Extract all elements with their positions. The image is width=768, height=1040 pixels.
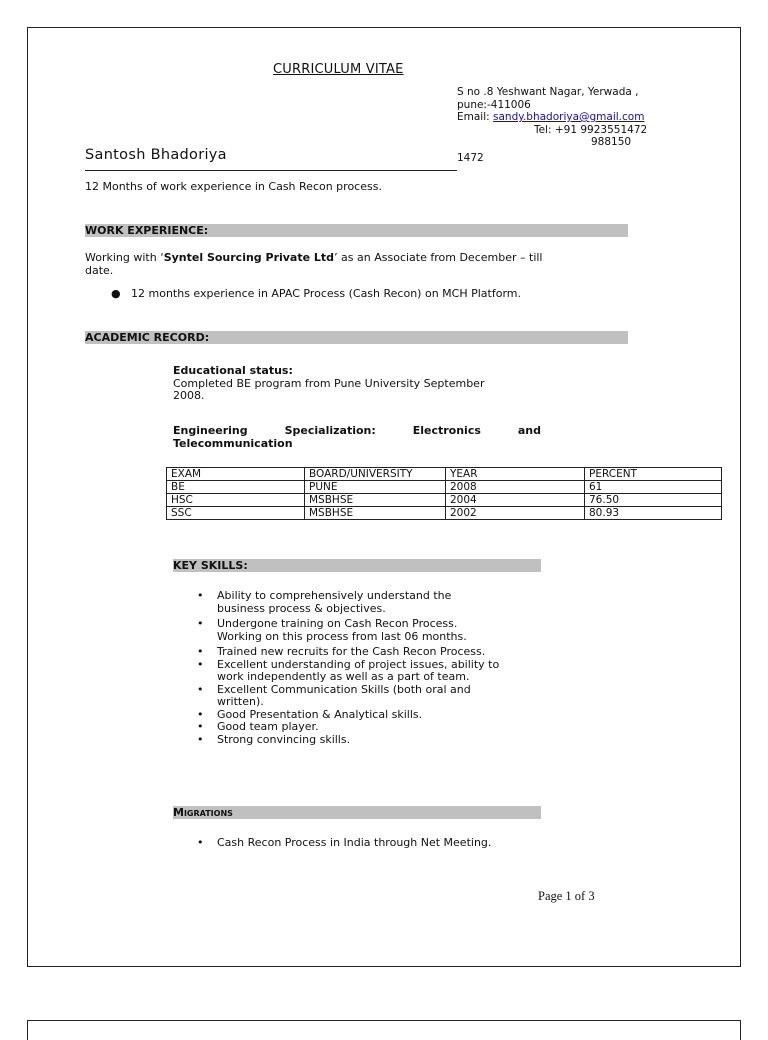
address-line-1: S no .8 Yeshwant Nagar, Yerwada , <box>457 86 639 98</box>
migrations-list <box>197 836 577 850</box>
list-item: • Good team player. <box>197 720 319 733</box>
list-item: • Ability to comprehensively understand the business process & objectives. <box>197 589 452 615</box>
bullet-icon: • <box>197 707 204 721</box>
work-intro <box>85 252 645 277</box>
candidate-name: Santosh Bhadoriya <box>85 147 227 163</box>
email-link[interactable]: sandy.bhadoriya@gmail.com <box>493 111 645 123</box>
list-item: • Strong convincing skills. <box>197 732 351 746</box>
bullet-icon: • <box>197 682 204 696</box>
work-intro-line-2: date. <box>85 263 114 277</box>
specialization-line-1: Engineering Specialization: Electronics and <box>173 424 541 437</box>
list-item: • Undergone training on Cash Recon Process. Working on this process from last 06 months. <box>197 617 467 643</box>
phone-line-2: 988150 <box>591 136 632 148</box>
page-number: Page 1 of 3 <box>538 889 595 903</box>
education-line-2: 2008. <box>173 389 205 402</box>
skills-list <box>197 589 547 746</box>
email-label: Email: <box>457 111 494 123</box>
bullet-icon: • <box>197 645 204 658</box>
list-item: • Good Presentation & Analytical skills. <box>197 707 423 721</box>
email-line <box>457 111 697 124</box>
bullet-icon: ● <box>111 287 121 300</box>
bullet-icon: • <box>197 617 204 630</box>
phone-overflow: 1472 <box>457 152 484 164</box>
company-name: Syntel Sourcing Private Ltd <box>163 251 335 264</box>
address-line-2: pune:-411006 <box>457 98 531 111</box>
contact-block <box>457 86 697 149</box>
table-row: BE PUNE 2008 61 <box>167 481 722 494</box>
specialization-block <box>173 425 541 450</box>
work-intro-line-1: Working with ‘Syntel Sourcing Private Ltd’ as an Associate from December – till <box>85 251 543 264</box>
list-item: • Excellent Communication Skills (both oral and written). <box>197 682 471 708</box>
list-item: • Trained new recruits for the Cash Recon Process. <box>197 645 486 658</box>
list-item: • Cash Recon Process in India through Net Meeting. <box>197 836 492 849</box>
bullet-icon: • <box>197 836 204 849</box>
document-title: CURRICULUM VITAE <box>273 62 404 77</box>
list-item: • Excellent understanding of project issues, ability to work independently as well as a part of team. <box>197 657 500 683</box>
bullet-icon: • <box>197 732 204 746</box>
academic-table <box>166 467 722 520</box>
bullet-icon: • <box>197 589 204 602</box>
section-heading-academic: ACADEMIC RECORD: <box>85 331 628 344</box>
section-heading-skills: KEY SKILLS: <box>173 559 541 572</box>
bullet-icon: • <box>197 657 204 671</box>
work-bullets <box>111 287 521 301</box>
education-status-label: Educational status: <box>173 364 293 377</box>
list-item: ● 12 months experience in APAC Process (Cash Recon) on MCH Platform. <box>111 287 521 300</box>
section-heading-work: WORK EXPERIENCE: <box>85 224 628 237</box>
phone-line: Tel: +91 9923551472 <box>534 123 648 136</box>
section-heading-migrations: Migrations <box>173 806 541 819</box>
table-row: HSC MSBHSE 2004 76.50 <box>167 494 722 507</box>
table-row: SSC MSBHSE 2002 80.93 <box>167 507 722 520</box>
table-header-row: EXAM BOARD/UNIVERSITY YEAR PERCENT <box>167 468 722 481</box>
education-line-1: Completed BE program from Pune University September <box>173 376 485 390</box>
specialization-line-2: Telecommunication <box>173 436 293 450</box>
document-page-next <box>27 1020 741 1040</box>
education-block <box>173 365 553 403</box>
experience-summary: 12 Months of work experience in Cash Recon process. <box>85 180 382 193</box>
name-underline <box>85 170 457 171</box>
bullet-icon: • <box>197 720 204 733</box>
